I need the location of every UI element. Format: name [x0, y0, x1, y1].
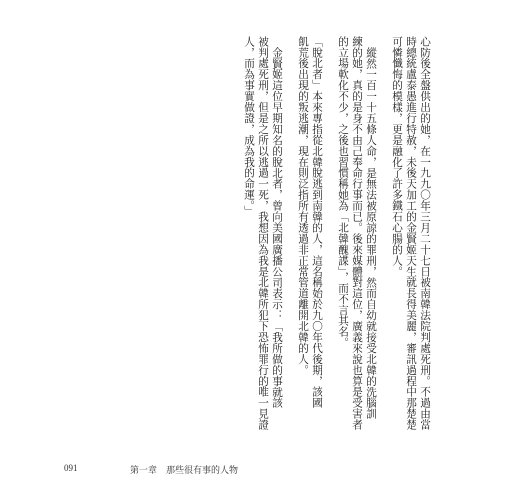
text-column-4: 縱然一百一十五條人命，是無法被原諒的罪刑，然而自幼就接受北韓的洗腦訓	[365, 47, 377, 420]
text-column-2: 時總統盧泰愚進行特赦，未後天加工的金賢姬天生就長得美麗，審訊過程中那楚楚	[405, 36, 417, 430]
text-column-5: 練的她，真的是身不由己奉命行事而已。後來媒體對這位，廣義來說也算是受害者	[351, 36, 363, 430]
text-column-11: 人，而為事實做證，成為我的命運。」	[243, 36, 255, 217]
text-column-6: 的立場軟化不少，之後也習慣稱她為「北韓醜諜」，而不言其名。	[337, 36, 349, 349]
vertical-body-text	[192, 36, 432, 430]
page-footer	[64, 463, 520, 477]
text-column-10: 被判處死刑，但是之所以逃過一死，我想因為我是北韓所犯下恐怖罪行的唯一見證	[257, 36, 269, 430]
text-column-7: 「脫北者」本來專指從北韓脫逃到南韓的人，這名稱始於九〇年代後期，該國	[311, 36, 323, 409]
chapter-title: 第一章 那些很有事的人物	[130, 465, 239, 475]
page-number: 091	[64, 463, 78, 473]
text-column-9: 金賢姬這位早期知名的脫北者，曾向美國廣播公司表示：「我所做的事就該	[271, 47, 283, 409]
text-column-3: 可憐懺悔的模樣，更是融化了許多鐵石心腸的人。	[391, 36, 403, 277]
text-column-1: 心防後全盤供出的她，在一九九〇年三月二十七日被南韓法院判處死刑。不過由當	[419, 36, 431, 430]
text-column-8: 飢荒後出現的叛逃潮，現在則泛指所有透過非正常管道離開北韓的人。	[297, 36, 309, 376]
